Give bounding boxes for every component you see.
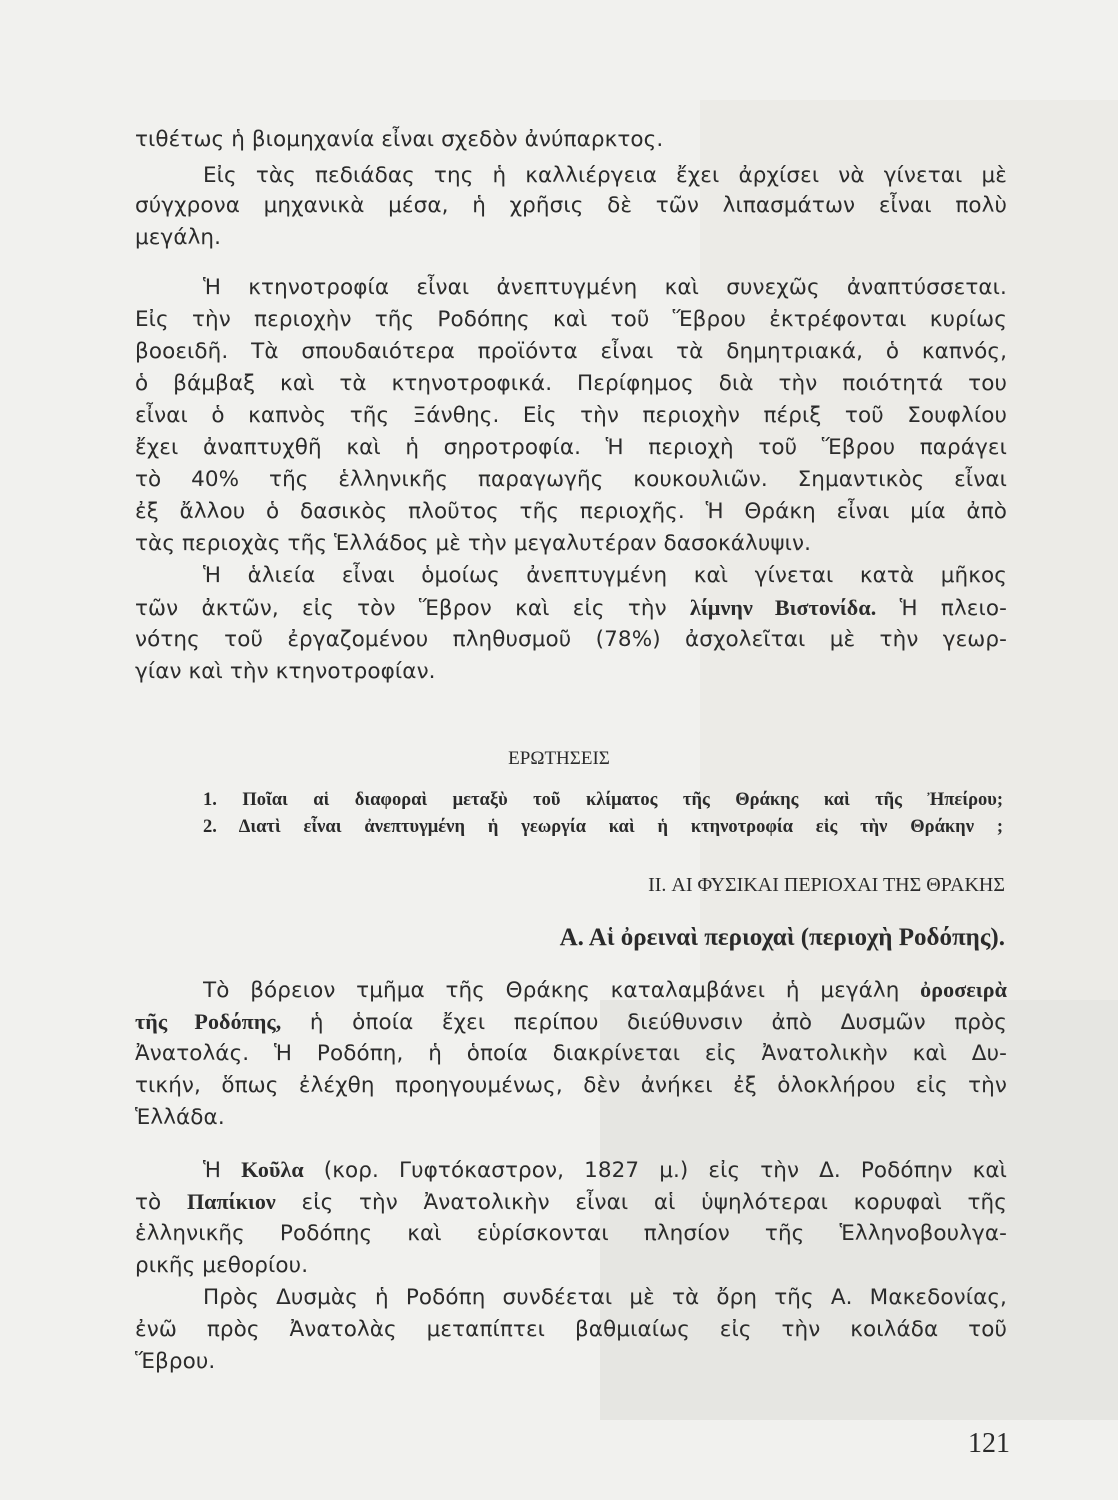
text-segment: ρικῆς μεθορίου. <box>135 1253 309 1278</box>
text-segment: νότης τοῦ ἐργαζομένου πληθυσμοῦ (78%) ἀσχολεῖται μὲ τὴν γεωρ- <box>135 627 1007 652</box>
text-segment: Τὸ βόρειον τμῆμα τῆς Θράκης καταλαμβάνει ἡ μεγάλη <box>203 978 921 1003</box>
text-line <box>135 1315 1007 1345</box>
text-segment: εἰς τὴν Ἀνατολικὴν εἶναι αἱ ὑψηλότεραι κορυφαὶ τῆς <box>275 1190 1007 1215</box>
text-line <box>203 975 1007 1005</box>
text-segment: (κορ. Γυφτόκαστρον, 1827 μ.) εἰς τὴν Δ. Ροδόπην καὶ <box>303 1158 1007 1183</box>
text-segment: γίαν καὶ τὴν κτηνοτροφίαν. <box>135 659 436 684</box>
text-line <box>135 1219 1007 1249</box>
text-segment: τὸ 40% τῆς ἑλληνικῆς παραγωγῆς κουκουλιῶν. Σημαντικὸς εἶναι <box>135 467 1007 492</box>
text-segment: σύγχρονα μηχανικὰ μέσα, ἡ χρῆσις δὲ τῶν λιπασμάτων εἶναι πολὺ <box>135 193 1007 218</box>
text-line <box>135 497 1007 527</box>
text-line <box>203 561 1007 591</box>
text-line <box>135 1347 1007 1377</box>
text-line <box>135 593 1007 623</box>
text-segment: ἐνῶ πρὸς Ἀνατολὰς μεταπίπτει βαθμιαίως εἰς τὴν κοιλάδα τοῦ <box>135 1317 1007 1342</box>
text-line <box>135 191 1007 221</box>
text-line <box>135 305 1007 335</box>
text-line <box>135 369 1007 399</box>
text-line <box>203 273 1007 303</box>
text-segment: τικήν, ὅπως ἐλέχθη προηγουμένως, δὲν ἀνήκει ἐξ ὁλοκλήρου εἰς τὴν <box>135 1073 1007 1098</box>
text-segment: Ἡ ἁλιεία εἶναι ὁμοίως ἀνεπτυγμένη καὶ γίνεται κατὰ μῆκος <box>203 563 1007 588</box>
text-line <box>135 1103 1007 1133</box>
text-line <box>135 625 1007 655</box>
text-segment: τιθέτως ἡ βιομηχανία εἶναι σχεδὸν ἀνύπαρκτος. <box>135 127 664 152</box>
text-line <box>135 433 1007 463</box>
text-line <box>135 529 1007 559</box>
text-segment: Ἡ κτηνοτροφία εἶναι ἀνεπτυγμένη καὶ συνεχῶς ἀναπτύσσεται. <box>203 275 1007 300</box>
text-line <box>135 125 1007 155</box>
bold-term: ὀροσειρὰ <box>920 977 1007 1002</box>
text-segment: βοοειδῆ. Τὰ σπουδαιότερα προϊόντα εἶναι τὰ δημητριακά, ὁ καπνός, <box>135 339 1007 364</box>
text-segment: ἐξ ἄλλου ὁ δασικὸς πλοῦτος τῆς περιοχῆς. Ἡ Θράκη εἶναι μία ἀπὸ <box>135 499 1007 524</box>
text-line <box>203 161 1007 191</box>
text-line <box>135 657 1007 687</box>
text-segment: ὁ βάμβαξ καὶ τὰ κτηνοτροφικά. Περίφημος διὰ τὴν ποιότητά του <box>135 371 1007 396</box>
bold-term: λίμνην Βιστονίδα. <box>690 595 877 620</box>
text-segment: μεγάλη. <box>135 225 222 250</box>
text-line <box>135 1187 1007 1217</box>
text-line <box>203 1283 1007 1313</box>
text-line <box>135 1007 1007 1037</box>
text-line <box>135 1071 1007 1101</box>
subsection-heading: Α. Αἱ ὀρειναὶ περιοχαὶ (περιοχὴ Ροδόπης). <box>559 924 1005 951</box>
question-1: 1. Ποῖαι αἱ διαφοραὶ μεταξὺ τοῦ κλίματος τῆς Θράκης καὶ τῆς Ἠπείρου; <box>203 790 1003 810</box>
text-segment: Ἀνατολάς. Ἡ Ροδόπη, ἡ ὁποία διακρίνεται εἰς Ἀνατολικὴν καὶ Δυ- <box>135 1041 1007 1066</box>
text-line <box>135 1251 1007 1281</box>
text-segment: Ἡ <box>203 1158 242 1183</box>
text-segment: Ἕβρου. <box>135 1349 216 1374</box>
text-segment: Εἰς τὰς πεδιάδας της ἡ καλλιέργεια ἔχει ἀρχίσει νὰ γίνεται μὲ <box>203 163 1007 188</box>
text-segment: τῶν ἀκτῶν, εἰς τὸν Ἕβρον καὶ εἰς τὴν <box>135 596 691 621</box>
text-segment: Πρὸς Δυσμὰς ἡ Ροδόπη συνδέεται μὲ τὰ ὄρη τῆς Α. Μακεδονίας, <box>203 1285 1007 1310</box>
section-heading: II. ΑΙ ΦΥΣΙΚΑΙ ΠΕΡΙΟΧΑΙ ΤΗΣ ΘΡΑΚΗΣ <box>648 874 1005 896</box>
text-line <box>135 223 1007 253</box>
text-segment: ἑλληνικῆς Ροδόπης καὶ εὑρίσκονται πλησίον τῆς Ἑλληνοβουλγα- <box>135 1221 1007 1246</box>
text-segment: Ἑλλάδα. <box>135 1105 225 1130</box>
text-segment: Ἡ πλειο- <box>876 596 1007 621</box>
question-2: 2. Διατὶ εἶναι ἀνεπτυγμένη ἡ γεωργία καὶ ἡ κτηνοτροφία εἰς τὴν Θράκην ; <box>203 817 1003 837</box>
bold-term: Κοῦλα <box>241 1157 304 1182</box>
text-segment: Εἰς τὴν περιοχὴν τῆς Ροδόπης καὶ τοῦ Ἕβρου ἐκτρέφονται κυρίως <box>135 307 1007 332</box>
text-segment: εἶναι ὁ καπνὸς τῆς Ξάνθης. Εἰς τὴν περιοχὴν πέριξ τοῦ Σουφλίου <box>135 403 1007 428</box>
text-line <box>203 1155 1007 1185</box>
text-segment: ἡ ὁποία ἔχει περίπου διεύθυνσιν ἀπὸ Δυσμῶν πρὸς <box>281 1010 1007 1035</box>
questions-heading: ΕΡΩΤΗΣΕΙΣ <box>508 748 610 769</box>
text-segment: ἔχει ἀναπτυχθῆ καὶ ἡ σηροτροφία. Ἡ περιοχὴ τοῦ Ἕβρου παράγει <box>135 435 1007 460</box>
text-segment: τὰς περιοχὰς τῆς Ἑλλάδος μὲ τὴν μεγαλυτέραν δασοκάλυψιν. <box>135 531 812 556</box>
bold-term: τῆς Ροδόπης, <box>135 1009 282 1034</box>
text-line <box>135 337 1007 367</box>
text-line <box>135 401 1007 431</box>
page-number: 121 <box>968 1428 1010 1459</box>
bold-term: Παπίκιον <box>186 1189 276 1214</box>
text-line <box>135 465 1007 495</box>
text-line <box>135 1039 1007 1069</box>
text-segment: τὸ <box>135 1190 187 1215</box>
